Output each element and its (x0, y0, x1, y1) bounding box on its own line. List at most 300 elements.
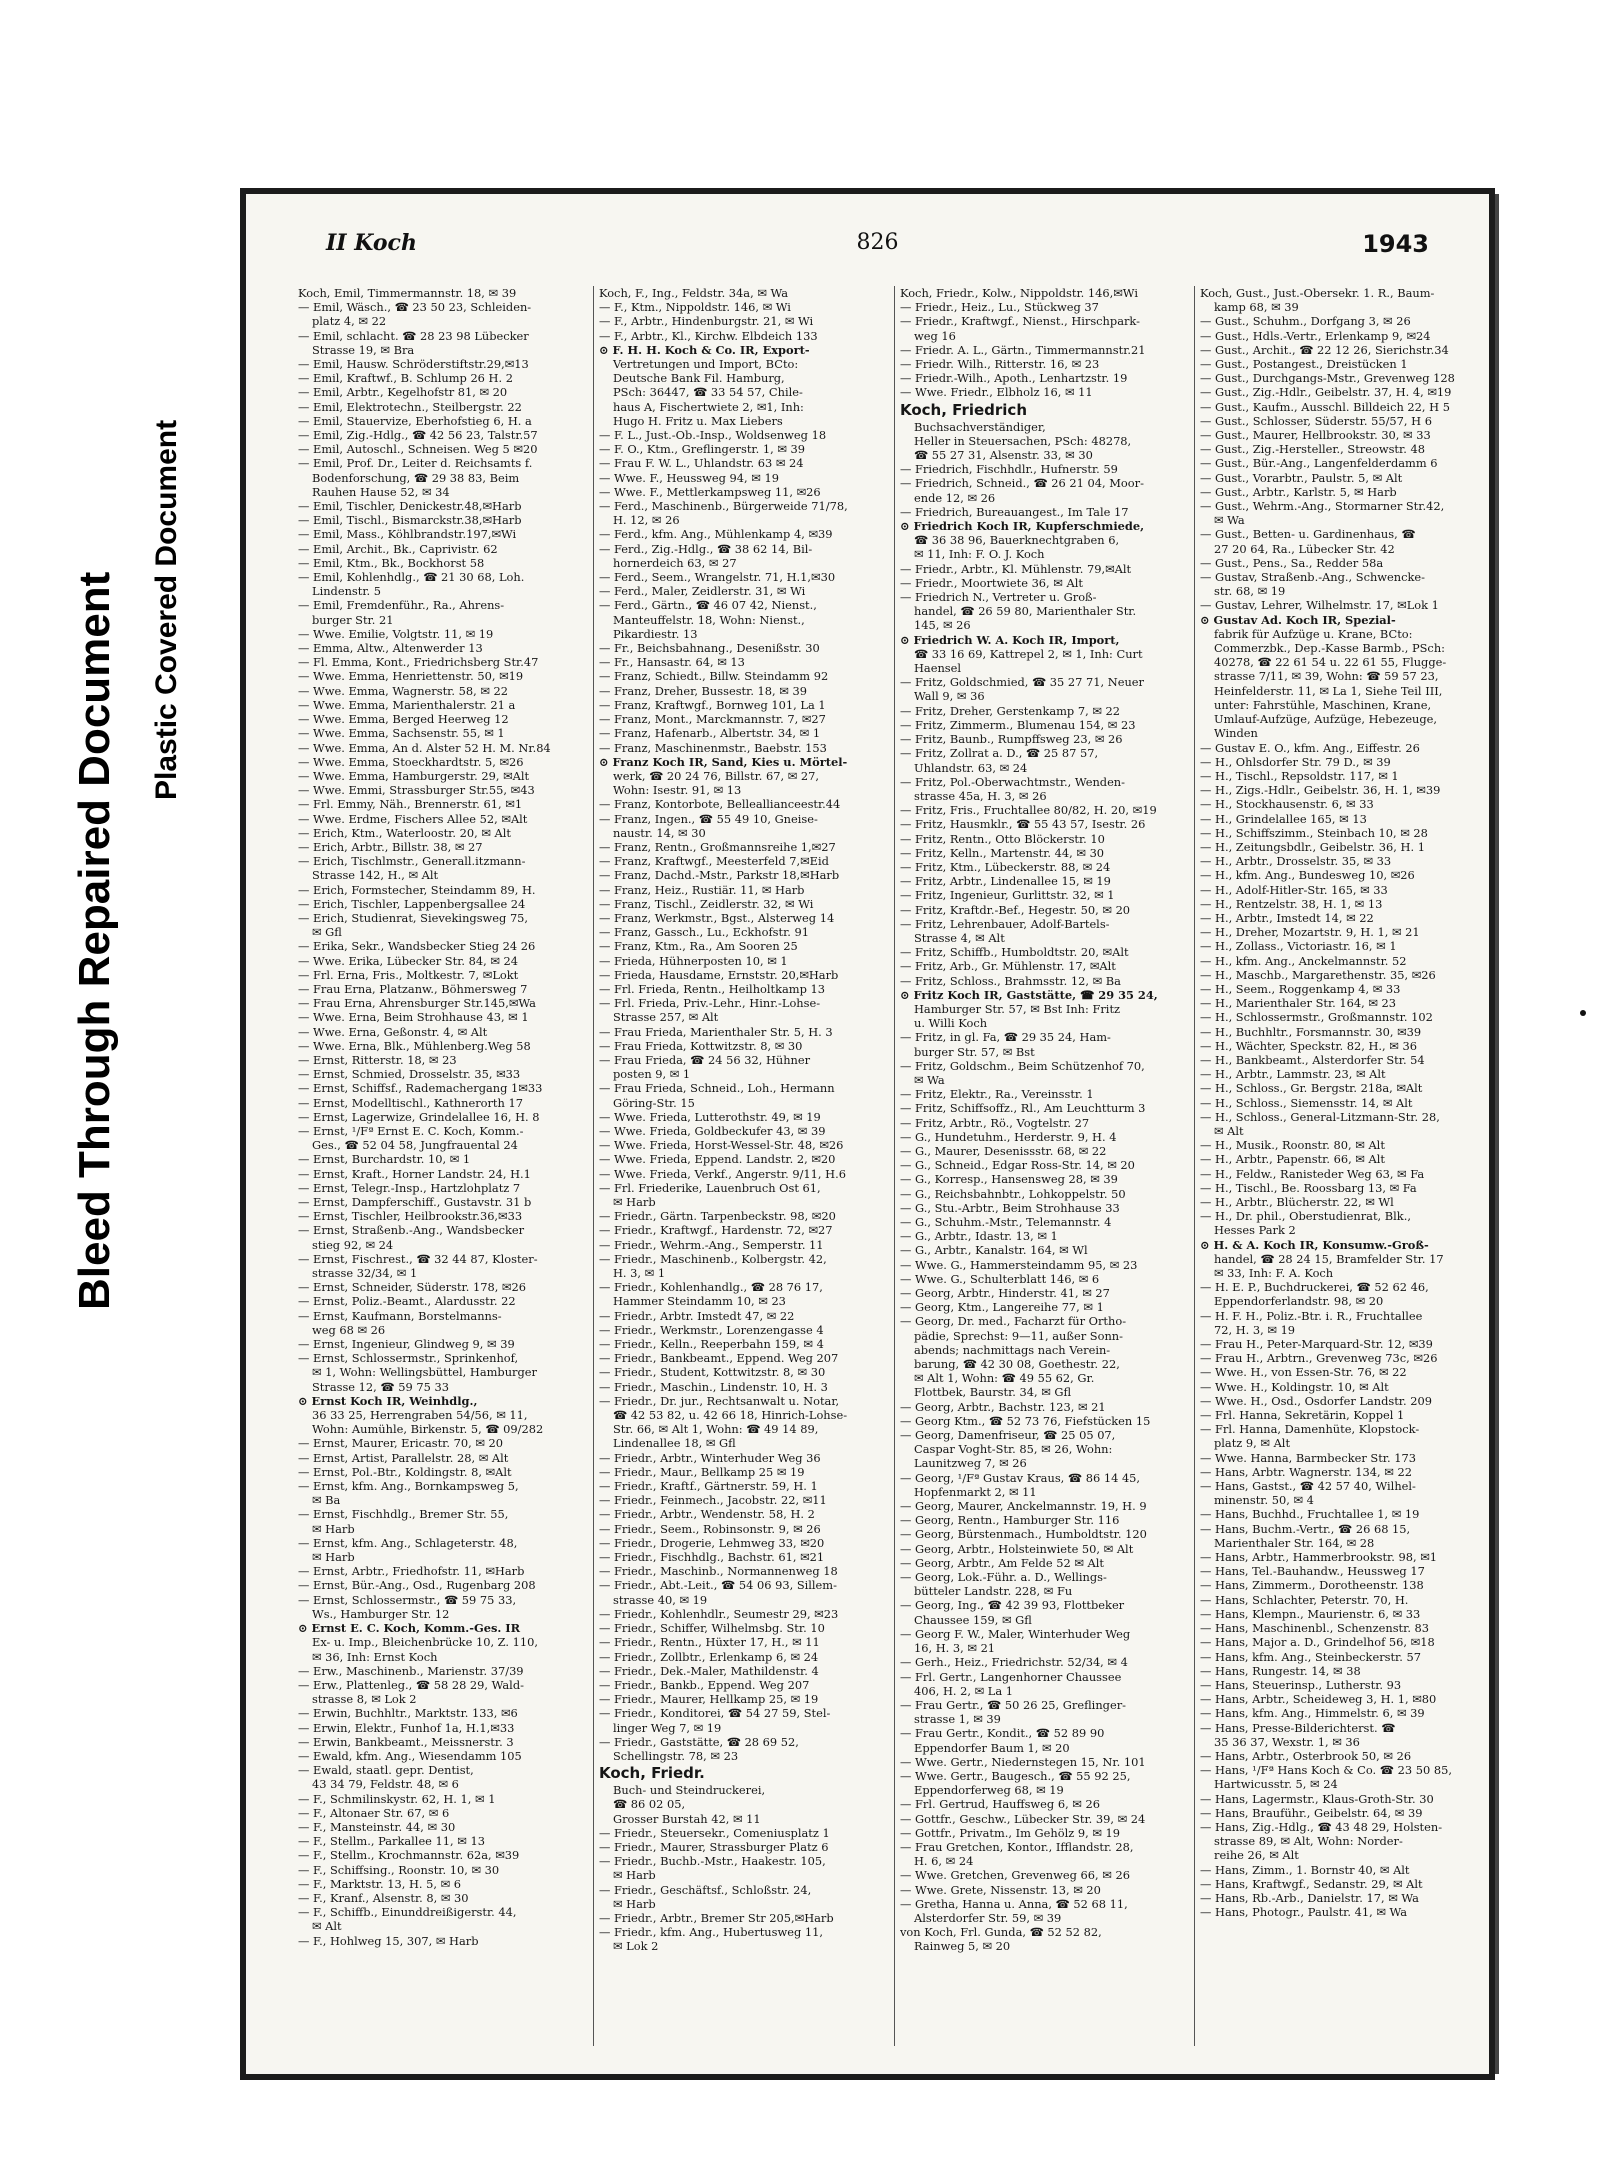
directory-line: — Wwe. Emilie, Volgtstr. 11, ✉ 19 (298, 626, 494, 641)
directory-line: — Hans, Arbtr. Wagnerstr. 134, ✉ 22 (1200, 1464, 1412, 1479)
directory-line: — Gust., Pens., Sa., Redder 58a (1200, 555, 1384, 570)
directory-line: str. 68, ✉ 19 (1214, 584, 1286, 599)
directory-line: ✉ Wa (914, 1072, 945, 1087)
directory-line: — Friedr., Kraftwgf., Nienst., Hirschpark- (900, 314, 1140, 329)
directory-line: — Wwe. Erdme, Fischers Allee 52, ✉Alt (298, 811, 528, 826)
directory-line: — Friedr., Dek.-Maler, Mathildenstr. 4 (599, 1663, 819, 1678)
directory-line: — H., Arbtr., Blücherstr. 22, ✉ Wl (1200, 1195, 1394, 1209)
directory-line: platz 4, ✉ 22 (312, 314, 387, 329)
directory-line: — F., Kranf., Alsenstr. 8, ✉ 30 (298, 1890, 469, 1905)
directory-line: — Wwe. Emma, Hamburgerstr. 29, ✉Alt (298, 768, 530, 783)
directory-line: burger Str. 57, ✉ Bst (914, 1044, 1035, 1059)
directory-line: — Gust., Archit., ☎ 22 12 26, Sierichstr.34 (1200, 342, 1449, 357)
directory-line: Koch, Friedr., Kolw., Nippoldstr. 146,✉Wi (900, 286, 1138, 300)
directory-line: — Georg, Arbtr., Hinderstr. 41, ✉ 27 (900, 1286, 1110, 1301)
directory-line: ⊙ H. & A. Koch IR, Konsumw.-Groß- (1200, 1237, 1429, 1252)
directory-line: — H., kfm. Ang., Anckelmannstr. 52 (1200, 953, 1407, 968)
directory-line: linger Weg 7, ✉ 19 (613, 1720, 722, 1735)
directory-line: — Georg Ktm., ☎ 52 73 76, Fiefstücken 15 (900, 1413, 1151, 1428)
directory-line: Strasse 257, ✉ Alt (613, 1010, 719, 1025)
directory-line: — Emil, Autoschl., Schneisen. Weg 5 ✉20 (298, 442, 538, 457)
directory-line: — F. L., Just.-Ob.-Insp., Woldsenweg 18 (599, 428, 827, 443)
directory-line: — Ernst, Schiffsf., Rademachergang 1✉33 (298, 1081, 543, 1096)
directory-line: — Fritz, Ingenieur, Gurlittstr. 32, ✉ 1 (900, 888, 1115, 903)
column-divider (1194, 286, 1195, 2046)
directory-line: — Hans, Schlachter, Peterstr. 70, H. (1200, 1592, 1409, 1607)
directory-line: — Fritz, Dreher, Gerstenkamp 7, ✉ 22 (900, 703, 1120, 718)
directory-line: — Gust., Betten- u. Gardinenhaus, ☎ (1200, 527, 1416, 542)
directory-line: ⊙ Fritz Koch IR, Gaststätte, ☎ 29 35 24, (900, 987, 1158, 1002)
directory-line: ✉ Harb (613, 1868, 656, 1883)
directory-line: — Franz, Kraftwgf., Bornweg 101, La 1 (599, 697, 826, 712)
directory-line: — Frau Frieda, Marienthaler Str. 5, H. 3 (599, 1024, 833, 1039)
directory-line: — G., Maurer, Desenissstr. 68, ✉ 22 (900, 1143, 1107, 1158)
directory-line: — H., Arbtr., Drosselstr. 35, ✉ 33 (1200, 854, 1392, 869)
directory-line: — Ernst, Burchardstr. 10, ✉ 1 (298, 1152, 471, 1167)
directory-line: — F., Mansteinstr. 44, ✉ 30 (298, 1819, 456, 1834)
directory-line: — Frl. Gertr., Langenhorner Chaussee (900, 1669, 1122, 1684)
directory-line: — Georg, Ing., ☎ 42 39 93, Flottbeker (900, 1598, 1125, 1613)
directory-line: — Ernst, Artist, Parallelstr. 28, ✉ Alt (298, 1450, 509, 1465)
directory-line: ✉ 11, Inh: F. O. J. Koch (914, 547, 1045, 562)
directory-line: — Franz, Hafenarb., Albertstr. 34, ✉ 1 (599, 726, 821, 741)
directory-line: Heinfelderstr. 11, ✉ La 1, Siehe Teil III, (1214, 683, 1443, 698)
directory-line: Hopfenmarkt 2, ✉ 11 (914, 1484, 1037, 1499)
directory-line: Ges., ☎ 52 04 58, Jungfrauental 24 (312, 1138, 518, 1153)
directory-line: — Ernst, Fischrest., ☎ 32 44 87, Kloster- (298, 1251, 538, 1266)
directory-line: Pikardiestr. 13 (613, 626, 698, 641)
directory-line: — Hans, Maschinenbl., Schenzenstr. 83 (1200, 1621, 1430, 1636)
directory-line: 145, ✉ 26 (914, 618, 971, 633)
directory-line: — H., Schloss., General-Litzmann-Str. 28, (1200, 1109, 1440, 1124)
directory-line: — Gust., Postangest., Dreistücken 1 (1200, 357, 1408, 372)
directory-line: ✉ Harb (613, 1195, 656, 1209)
directory-line: — Georg, Arbtr., Bachstr. 123, ✉ 21 (900, 1399, 1106, 1414)
directory-line: Hugo H. Fritz u. Max Liebers (613, 413, 783, 428)
directory-line: — Gust., Maurer, Hellbrookstr. 30, ✉ 33 (1200, 428, 1431, 443)
directory-line: — Friedr., Schiffer, Wilhelmsbg. Str. 10 (599, 1621, 825, 1636)
column-divider (593, 286, 594, 2046)
directory-line: — Emil, schlacht. ☎ 28 23 98 Lübecker (298, 328, 529, 343)
directory-line: Alsterdorfer Str. 59, ✉ 39 (914, 1910, 1062, 1925)
directory-line: — H. F. H., Poliz.-Btr. i. R., Fruchtallee (1200, 1308, 1423, 1323)
directory-line: ✉ Alt 1, Wohn: ☎ 49 55 62, Gr. (914, 1371, 1095, 1386)
directory-line: — Emil, Kraftwf., B. Schlump 26 H. 2 (298, 371, 513, 386)
directory-line: — H., Dr. phil., Oberstudienrat, Blk., (1200, 1209, 1411, 1224)
directory-line: — Gust., Schuhm., Dorfgang 3, ✉ 26 (1200, 314, 1411, 329)
directory-line: bütteler Landstr. 228, ✉ Fu (914, 1584, 1073, 1599)
directory-line: — H., Schlossermstr., Großmannstr. 102 (1200, 1010, 1433, 1025)
directory-line: — Frl. Hanna, Damenhüte, Klopstock- (1200, 1422, 1420, 1437)
directory-line: — G., Stu.-Arbtr., Beim Strohhause 33 (900, 1200, 1120, 1215)
directory-line: Schellingstr. 78, ✉ 23 (613, 1748, 739, 1763)
directory-line: — Wwe. Emma, Sachsenstr. 55, ✉ 1 (298, 726, 505, 741)
directory-line: — Friedr., Maschinb., Normannenweg 18 (599, 1564, 838, 1579)
directory-line: Eppendorferlandstr. 98, ✉ 20 (1214, 1294, 1384, 1309)
directory-line: — Friedr., Kraftf., Gärtnerstr. 59, H. 1 (599, 1479, 818, 1494)
directory-line: — H., Arbtr., Lammstr. 23, ✉ Alt (1200, 1067, 1386, 1082)
directory-line: Vertretungen und Import, BCto: (613, 357, 799, 372)
directory-line: — Georg, Arbtr., Am Felde 52 ✉ Alt (900, 1555, 1104, 1570)
bleed-through-label: Bleed Through Repaired Document (70, 571, 119, 1310)
directory-line: Wohn: Aumühle, Birkenstr. 5, ☎ 09/282 (312, 1422, 544, 1437)
directory-line: — Ernst, ¹/Fª Ernst E. C. Koch, Komm.- (298, 1123, 524, 1138)
directory-line: — H., Adolf-Hitler-Str. 165, ✉ 33 (1200, 882, 1388, 897)
directory-line: — H., Tischl., Repsoldstr. 117, ✉ 1 (1200, 768, 1399, 783)
directory-line: ⊙ Friedrich Koch IR, Kupferschmiede, (900, 519, 1145, 534)
directory-line: Str. 66, ✉ Alt 1, Wohn: ☎ 49 14 89, (613, 1422, 819, 1437)
directory-line: — Friedr., Geschäftsf., Schloßstr. 24, (599, 1882, 812, 1897)
directory-line: — Friedr., Arbtr. Imstedt 47, ✉ 22 (599, 1308, 795, 1323)
directory-line: — F., Schiffsing., Roonstr. 10, ✉ 30 (298, 1862, 500, 1877)
directory-line: Uhlandstr. 63, ✉ 24 (914, 760, 1028, 775)
directory-line: — Gust., Schlosser, Süderstr. 55/57, H 6 (1200, 413, 1432, 428)
directory-line: — Fr., Beichsbahnang., Desenißstr. 30 (599, 641, 820, 656)
directory-line: — Ernst, Lagerwize, Grindelallee 16, H. 8 (298, 1109, 540, 1124)
directory-line: — Ferd., Gärtn., ☎ 46 07 42, Nienst., (599, 598, 817, 613)
directory-line: — F., Arbtr., Kl., Kirchw. Elbdeich 133 (599, 328, 818, 343)
directory-line: — Erika, Sekr., Wandsbecker Stieg 24 26 (298, 939, 536, 954)
directory-line: — Fritz, Zollrat a. D., ☎ 25 87 57, (900, 746, 1099, 761)
directory-line: Ws., Hamburger Str. 12 (312, 1606, 450, 1621)
directory-line: — H., Seem., Roggenkamp 4, ✉ 33 (1200, 981, 1401, 996)
directory-line: — H., kfm. Ang., Bundesweg 10, ✉26 (1200, 868, 1415, 883)
directory-line: — Wwe. Frieda, Eppend. Landstr. 2, ✉20 (599, 1152, 836, 1167)
page-header (326, 230, 1429, 266)
directory-line: fabrik für Aufzüge u. Krane, BCto: (1214, 626, 1413, 641)
directory-line: — Wwe. Gertr., Niedernstegen 15, Nr. 101 (900, 1754, 1146, 1769)
directory-line: — Fr., Hansastr. 64, ✉ 13 (599, 655, 745, 670)
directory-line: — Friedr., Maschin., Lindenstr. 10, H. 3 (599, 1379, 828, 1394)
directory-line: — Friedrich, Fischhdlr., Hufnerstr. 59 (900, 462, 1118, 477)
directory-line: — Frl. Frieda, Rentn., Heilholtkamp 13 (599, 981, 826, 996)
year-label: 1943 (1362, 230, 1429, 258)
directory-line: Hartwicusstr. 5, ✉ 24 (1214, 1777, 1338, 1792)
directory-line: — Wwe. Gretchen, Grevenweg 66, ✉ 26 (900, 1868, 1130, 1883)
directory-line: Rainweg 5, ✉ 20 (914, 1939, 1011, 1954)
directory-line: — Gust., Wehrm.-Ang., Stormarner Str.42, (1200, 499, 1445, 514)
directory-line: — Hans, Buchhd., Fruchtallee 1, ✉ 19 (1200, 1507, 1420, 1522)
directory-line: — F., Hohlweg 15, 307, ✉ Harb (298, 1933, 479, 1948)
directory-line: — Erich, Formstecher, Steindamm 89, H. (298, 882, 536, 897)
directory-line: Strasse 12, ☎ 59 75 33 (312, 1379, 449, 1394)
directory-line: — Wwe. Frieda, Verkf., Angerstr. 9/11, H.6 (599, 1166, 846, 1181)
directory-line: — Wwe. F., Heussweg 94, ✉ 19 (599, 470, 779, 485)
directory-line: — Franz, Ingen., ☎ 55 49 10, Gneise- (599, 811, 818, 826)
directory-line: — Emma, Altw., Altenwerder 13 (298, 641, 483, 656)
directory-line: Koch, F., Ing., Feldstr. 34a, ✉ Wa (599, 286, 789, 300)
directory-line: — Ernst, Ingenieur, Glindweg 9, ✉ 39 (298, 1337, 515, 1352)
directory-line: — Franz, Gassch., Lu., Eckhofstr. 91 (599, 925, 810, 940)
directory-line: — Frau H., Peter-Marquard-Str. 12, ✉39 (1200, 1337, 1433, 1352)
directory-line: — Wwe. Erna, Blk., Mühlenberg.Weg 58 (298, 1038, 531, 1053)
directory-line: — Georg F. W., Maler, Winterhuder Weg (900, 1626, 1131, 1641)
directory-line: — Georg, Ktm., Langereihe 77, ✉ 1 (900, 1300, 1104, 1315)
directory-line: — Friedr., Wehrm.-Ang., Semperstr. 11 (599, 1237, 824, 1252)
directory-line: — Frieda, Hühnerposten 10, ✉ 1 (599, 953, 788, 968)
directory-line: — Emil, Elektrotechn., Steilbergstr. 22 (298, 399, 522, 414)
directory-line: — Fritz, Goldschm., Beim Schützenhof 70, (900, 1058, 1145, 1073)
directory-line: — Frl. Gertrud, Hauffsweg 6, ✉ 26 (900, 1797, 1100, 1812)
directory-line: Grosser Burstah 42, ✉ 11 (613, 1811, 761, 1826)
directory-line: — Ernst, Pol.-Btr., Koldingstr. 8, ✉Alt (298, 1464, 512, 1479)
margin-dot (1580, 1010, 1586, 1016)
directory-line: — Emil, Hausw. Schröderstiftstr.29,✉13 (298, 357, 529, 372)
directory-line: — Wwe. Hanna, Barmbecker Str. 173 (1200, 1450, 1416, 1465)
directory-line: — F., Marktstr. 13, H. 5, ✉ 6 (298, 1876, 462, 1891)
directory-line: PSch: 36447, ☎ 33 54 57, Chile- (613, 385, 803, 400)
directory-line: ✉ 36, Inh: Ernst Koch (312, 1649, 438, 1664)
directory-line: — Ernst, Schlossermstr., ☎ 59 75 33, (298, 1592, 517, 1607)
directory-line: — Friedrich N., Vertreter u. Groß- (900, 590, 1097, 605)
directory-line: — Ernst, Straßenb.-Ang., Wandsbecker (298, 1223, 525, 1238)
directory-line: ☎ 42 53 82, u. 42 66 18, Hinrich-Lohse- (613, 1408, 848, 1423)
directory-line: — G., Reichsbahnbtr., Lohkoppelstr. 50 (900, 1186, 1126, 1201)
directory-line: — Friedr., Steuersekr., Comeniusplatz 1 (599, 1825, 830, 1840)
directory-line: — Fritz, Arbtr., Rö., Vogtelstr. 27 (900, 1115, 1090, 1130)
directory-line: — Georg, Bürstenmach., Humboldtstr. 120 (900, 1527, 1147, 1542)
directory-line: ✉ Harb (312, 1550, 355, 1565)
directory-line: — Erw., Plattenleg., ☎ 58 28 29, Wald- (298, 1677, 524, 1692)
directory-line: — Franz, Maschinenmstr., Baebstr. 153 (599, 740, 827, 755)
directory-line: — Erwin, Bankbeamt., Meissnerstr. 3 (298, 1734, 514, 1749)
directory-line: — G., Schneid., Edgar Ross-Str. 14, ✉ 20 (900, 1158, 1135, 1173)
directory-line: ✉ Lok 2 (613, 1939, 659, 1954)
directory-line: ✉ Gfl (312, 925, 342, 940)
directory-line: — Frau Gertr., ☎ 50 26 25, Greflinger- (900, 1697, 1126, 1712)
directory-line: ✉ Harb (312, 1521, 355, 1536)
directory-line: — Frau F. W. L., Uhlandstr. 63 ✉ 24 (599, 456, 804, 471)
directory-line: Strasse 19, ✉ Bra (312, 342, 415, 357)
directory-line: — Franz, Werkmstr., Bgst., Alsterweg 14 (599, 910, 835, 925)
scanned-page (240, 188, 1495, 2080)
directory-line: Koch, Friedrich (900, 400, 1028, 419)
directory-line: — Frl. Friederike, Lauenbruch Ost 61, (599, 1180, 821, 1195)
directory-line: 72, H. 3, ✉ 19 (1214, 1322, 1296, 1337)
directory-line: — Ernst, Ritterstr. 18, ✉ 23 (298, 1052, 457, 1067)
directory-line: H. 3, ✉ 1 (613, 1266, 666, 1281)
directory-line: Rauhen Hause 52, ✉ 34 (312, 484, 450, 499)
directory-line: — Hans, Brauführ., Geibelstr. 64, ✉ 39 (1200, 1805, 1423, 1820)
directory-line: — Hans, Zimm., 1. Bornstr 40, ✉ Alt (1200, 1862, 1410, 1877)
directory-line: — Ernst, Dampferschiff., Gustavstr. 31 b (298, 1195, 532, 1209)
directory-line: — Friedr., Kraftwgf., Hardenstr. 72, ✉27 (599, 1223, 833, 1238)
directory-line: — Friedr., Konditorei, ☎ 54 27 59, Stel- (599, 1706, 831, 1721)
directory-line: — Wwe. Erika, Lübecker Str. 84, ✉ 24 (298, 953, 519, 968)
directory-line: — Friedr., Gaststätte, ☎ 28 69 52, (599, 1734, 799, 1749)
directory-line: — H., Musik., Roonstr. 80, ✉ Alt (1200, 1138, 1385, 1153)
directory-line: — Erw., Maschinenb., Marienstr. 37/39 (298, 1663, 524, 1678)
directory-line: — Friedr. A. L., Gärtn., Timmermannstr.21 (900, 342, 1146, 357)
directory-line: ⊙ Ernst E. C. Koch, Komm.-Ges. IR (298, 1621, 521, 1636)
directory-line: — Frieda, Hausdame, Ernststr. 20,✉Harb (599, 967, 839, 982)
directory-line: — H., Wächter, Speckstr. 82, H., ✉ 36 (1200, 1038, 1417, 1053)
directory-line: reihe 26, ✉ Alt (1214, 1848, 1299, 1863)
directory-line: — Gust., Bür.-Ang., Langenfelderdamm 6 (1200, 456, 1438, 471)
directory-line: strasse 8, ✉ Lok 2 (312, 1692, 417, 1707)
directory-line: — Hans, Steuerinsp., Lutherstr. 93 (1200, 1677, 1402, 1692)
directory-line: — Wwe. Friedr., Elbholz 16, ✉ 11 (900, 385, 1093, 400)
directory-line: — G., Hundetuhm., Herderstr. 9, H. 4 (900, 1129, 1117, 1144)
directory-line: — Erwin, Buchhltr., Marktstr. 133, ✉6 (298, 1706, 518, 1721)
directory-line: — F., Stellm., Krochmannstr. 62a, ✉39 (298, 1848, 520, 1863)
directory-line: — H., Grindelallee 165, ✉ 13 (1200, 811, 1367, 826)
directory-line: Umlauf-Aufzüge, Aufzüge, Hebezeuge, (1214, 712, 1438, 727)
directory-line: platz 9, ✉ Alt (1214, 1436, 1291, 1451)
directory-line: — Ferd., Zig.-Hdlg., ☎ 38 62 14, Bil- (599, 541, 813, 556)
directory-line: — Fritz, Ktm., Lübeckerstr. 88, ✉ 24 (900, 859, 1111, 874)
directory-line: unter: Fahrstühle, Maschinen, Krane, (1214, 697, 1432, 712)
directory-line: — Wwe. Erna, Beim Strohhause 43, ✉ 1 (298, 1010, 529, 1025)
directory-line: — Ernst, Modelltischl., Kathnerorth 17 (298, 1095, 523, 1110)
directory-line: ⊙ F. H. H. Koch & Co. IR, Export- (599, 342, 810, 357)
directory-line: minenstr. 50, ✉ 4 (1214, 1493, 1314, 1508)
directory-line: — H., Tischl., Be. Roossbarg 13, ✉ Fa (1200, 1180, 1417, 1195)
directory-line: — Gust., Durchgangs-Mstr., Grevenweg 128 (1200, 371, 1455, 386)
directory-line: — Wwe. Emma, Stoeckhardtstr. 5, ✉26 (298, 754, 524, 769)
directory-line: Winden (1214, 726, 1258, 741)
directory-line: — Wwe. H., Osd., Osdorfer Landstr. 209 (1200, 1393, 1432, 1408)
directory-line: — G., Schuhm.-Mstr., Telemannstr. 4 (900, 1215, 1112, 1229)
directory-line: Hesses Park 2 (1214, 1223, 1296, 1238)
directory-line: — Hans, Zig.-Hdlg., ☎ 43 48 29, Holsten- (1200, 1819, 1443, 1834)
directory-line: — Franz, Kontorbote, Belleallianceestr.44 (599, 797, 841, 812)
directory-line: Flottbek, Baurstr. 34, ✉ Gfl (914, 1385, 1072, 1400)
directory-line: Launitzweg 7, ✉ 26 (914, 1456, 1027, 1471)
directory-line: — Georg, Rentn., Hamburger Str. 116 (900, 1513, 1120, 1528)
directory-line: ende 12, ✉ 26 (914, 490, 996, 505)
directory-line: — Franz, Mont., Marckmannstr. 7, ✉27 (599, 712, 826, 727)
directory-line: strasse 1, ✉ 39 (914, 1712, 1001, 1727)
directory-line: — Ernst, Arbtr., Friedhofstr. 11, ✉Harb (298, 1564, 525, 1579)
directory-line: — Franz, Dreher, Bussestr. 18, ✉ 39 (599, 683, 807, 698)
directory-line: — Hans, Zimmerm., Dorotheenstr. 138 (1200, 1578, 1424, 1593)
directory-line: — Wwe. Grete, Nissenstr. 13, ✉ 20 (900, 1882, 1101, 1897)
directory-line: 36 33 25, Herrengraben 54/56, ✉ 11, (312, 1408, 528, 1423)
directory-line: kamp 68, ✉ 39 (1214, 300, 1299, 315)
directory-line: — Georg, ¹/Fª Gustav Kraus, ☎ 86 14 45, (900, 1470, 1141, 1485)
directory-line: — F., Stellm., Parkallee 11, ✉ 13 (298, 1834, 485, 1849)
directory-line: Göring-Str. 15 (613, 1095, 695, 1110)
directory-line: — Frau Frieda, Schneid., Loh., Hermann (599, 1081, 835, 1096)
directory-line: — Friedr.-Wilh., Apoth., Lenhartzstr. 19 (900, 371, 1128, 386)
directory-line: ✉ Alt (312, 1919, 342, 1934)
directory-line: — F., Schiffb., Einunddreißigerstr. 44, (298, 1905, 517, 1920)
directory-line: — F., Schmilinskystr. 62, H. 1, ✉ 1 (298, 1791, 496, 1806)
directory-line: — Gustav, Straßenb.-Ang., Schwencke- (1200, 570, 1425, 585)
directory-line: Deutsche Bank Fil. Hamburg, (613, 371, 785, 386)
directory-line: — Franz, Heiz., Rustiär. 11, ✉ Harb (599, 882, 805, 897)
directory-line: — Fritz, Goldschmied, ☎ 35 27 71, Neuer (900, 675, 1144, 690)
directory-line: — Frl. Emmy, Näh., Brennerstr. 61, ✉1 (298, 797, 523, 812)
directory-column-1 (298, 286, 585, 2046)
directory-line: — Friedr., Maurer, Strassburger Platz 6 (599, 1839, 829, 1854)
directory-line: — Frau Frieda, ☎ 24 56 32, Hühner (599, 1052, 811, 1067)
directory-line: — Frl. Frieda, Priv.-Lehr., Hinr.-Lohse- (599, 996, 821, 1011)
directory-line: Koch, Emil, Timmermannstr. 18, ✉ 39 (298, 286, 517, 300)
directory-line: — Gustav E. O., kfm. Ang., Eiffestr. 26 (1200, 740, 1420, 755)
directory-line: — Frl. Hanna, Sekretärin, Koppel 1 (1200, 1408, 1405, 1423)
directory-line: — F., Arbtr., Hindenburgstr. 21, ✉ Wi (599, 314, 814, 329)
directory-line: strasse 40, ✉ 19 (613, 1592, 708, 1607)
directory-line: — Emil, Archit., Bk., Caprivistr. 62 (298, 541, 498, 556)
directory-line: — Gust., Arbtr., Karlstr. 5, ✉ Harb (1200, 484, 1397, 499)
directory-line: — Georg, Maurer, Anckelmannstr. 19, H. 9 (900, 1499, 1147, 1514)
directory-line: — Wwe. Emma, Henriettenstr. 50, ✉19 (298, 669, 524, 684)
directory-line: hornerdeich 63, ✉ 27 (613, 555, 737, 570)
directory-line: — Ernst, Kraft., Horner Landstr. 24, H.1 (298, 1166, 531, 1181)
directory-line: — Wwe. H., von Essen-Str. 76, ✉ 22 (1200, 1365, 1407, 1380)
directory-line: — Hans, Rungestr. 14, ✉ 38 (1200, 1663, 1361, 1678)
directory-line: — Erich, Ktm., Waterloostr. 20, ✉ Alt (298, 825, 511, 840)
directory-line: Bodenforschung, ☎ 29 38 83, Beim (312, 470, 520, 485)
directory-line: — Fritz, in gl. Fa, ☎ 29 35 24, Ham- (900, 1030, 1111, 1045)
directory-line: posten 9, ✉ 1 (613, 1067, 691, 1082)
directory-line: Strasse 142, H., ✉ Alt (312, 868, 439, 883)
directory-line: — Georg, Dr. med., Facharzt für Ortho- (900, 1314, 1127, 1329)
directory-line: — Wwe. Frieda, Horst-Wessel-Str. 48, ✉26 (599, 1138, 844, 1153)
directory-line: Commerzbk., Dep.-Kasse Barmb., PSch: (1214, 641, 1445, 656)
directory-line: — Wwe. Emma, Marienthalerstr. 21 a (298, 697, 516, 712)
directory-line: — Friedr., Maur., Bellkamp 25 ✉ 19 (599, 1464, 805, 1479)
directory-line: — Erich, Tischler, Lappenbergsallee 24 (298, 896, 526, 911)
directory-line: — Fritz, Zimmerm., Blumenau 154, ✉ 23 (900, 717, 1136, 732)
directory-line: — H., Marienthaler Str. 164, ✉ 23 (1200, 996, 1397, 1011)
directory-line: weg 16 (914, 328, 956, 343)
directory-line: — Fritz, Rentn., Otto Blöckerstr. 10 (900, 831, 1105, 846)
directory-line: — Hans, Kraftwgf., Sedanstr. 29, ✉ Alt (1200, 1876, 1423, 1891)
directory-line: handel, ☎ 28 24 15, Bramfelder Str. 17 (1214, 1251, 1444, 1266)
directory-line: Koch, Gust., Just.-Obersekr. 1. R., Baum- (1200, 286, 1435, 300)
directory-line: — Gust., Zig.-Hersteller., Streowstr. 48 (1200, 442, 1425, 457)
directory-line: 16, H. 3, ✉ 21 (914, 1641, 996, 1656)
directory-line: — Ernst, Poliz.-Beamt., Alardusstr. 22 (298, 1294, 516, 1309)
directory-line: — Frau Erna, Ahrensburger Str.145,✉Wa (298, 996, 536, 1011)
directory-line: — H., Schloss., Siemensstr. 14, ✉ Alt (1200, 1095, 1413, 1110)
directory-line: — H., Schloss., Gr. Bergstr. 218a, ✉Alt (1200, 1081, 1423, 1096)
directory-line: — Friedr., Moortwiete 36, ✉ Alt (900, 575, 1083, 590)
directory-line: ✉ Ba (312, 1493, 341, 1508)
directory-line: strasse 89, ✉ Alt, Wohn: Norder- (1214, 1834, 1403, 1849)
directory-line: Wohn: Isestr. 91, ✉ 13 (613, 783, 742, 798)
directory-line: abends; nachmittags nach Verein- (914, 1342, 1111, 1357)
directory-line: — Emil, Ktm., Bk., Bockhorst 58 (298, 555, 485, 570)
directory-line: — G., Arbtr., Kanalstr. 164, ✉ Wl (900, 1243, 1088, 1258)
directory-line: Koch, Friedr. (599, 1764, 705, 1783)
directory-line: — Frau Gretchen, Kontor., Ifflandstr. 28, (900, 1839, 1134, 1854)
directory-line: — Emil, Fremdenführ., Ra., Ahrens- (298, 598, 505, 613)
directory-line: — H. E. P., Buchdruckerei, ☎ 52 62 46, (1200, 1280, 1429, 1295)
directory-column-4 (1200, 286, 1487, 2046)
directory-line: — Ferd., kfm. Ang., Mühlenkamp 4, ✉39 (599, 527, 833, 542)
directory-line: — H., Dreher, Mozartstr. 9, H. 1, ✉ 21 (1200, 925, 1420, 940)
directory-line: Lindenallee 18, ✉ Gfl (613, 1436, 736, 1451)
directory-line: 40278, ☎ 22 61 54 u. 22 61 55, Flugge- (1214, 655, 1447, 670)
directory-line: — Georg, Lok.-Führ. a. D., Wellings- (900, 1570, 1107, 1585)
directory-line: — Friedr., Arbtr., Kl. Mühlenstr. 79,✉Alt (900, 561, 1132, 576)
directory-column-3 (900, 286, 1187, 2046)
directory-line: — Friedr., Arbtr., Winterhuder Weg 36 (599, 1450, 821, 1465)
directory-line: — Fritz, Kraftdr.-Bef., Hegestr. 50, ✉ 20 (900, 902, 1131, 917)
directory-line: Strasse 4, ✉ Alt (914, 930, 1005, 945)
directory-line: — Ernst, Schlossermstr., Sprinkenhof, (298, 1351, 519, 1366)
running-head: II Koch (326, 230, 417, 256)
directory-line: — Hans, Arbtr., Osterbrook 50, ✉ 26 (1200, 1748, 1412, 1763)
directory-line: — Fritz, Arb., Gr. Mühlenstr. 17, ✉Alt (900, 959, 1116, 974)
directory-line: — Franz, Tischl., Zeidlerstr. 32, ✉ Wi (599, 896, 814, 911)
directory-line: — Friedr., Gärtn. Tarpenbeckstr. 98, ✉20 (599, 1209, 836, 1224)
directory-line: — Franz, Dachd.-Mstr., Parkstr 18,✉Harb (599, 868, 840, 883)
